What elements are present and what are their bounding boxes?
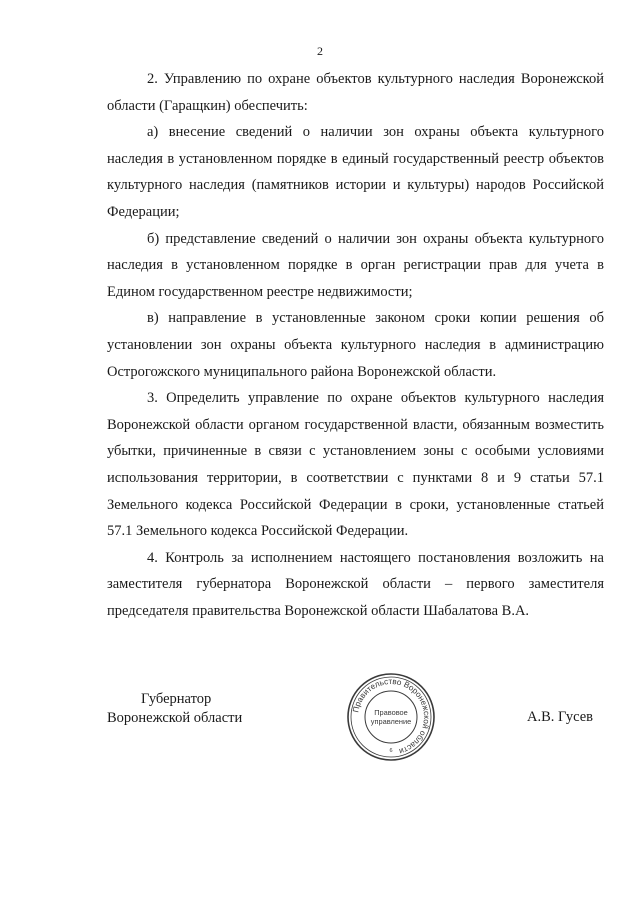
signatory-region: Воронежской области [107, 710, 243, 726]
seal-inner-text-line2: управление [370, 717, 412, 726]
seal-outer-text: Правительство Воронежской области [351, 676, 432, 756]
seal-number: 6 [389, 748, 393, 754]
official-seal-stamp [346, 672, 436, 762]
document-body [107, 66, 604, 624]
paragraph-subitem-v: в) направление в установленные законом сроки копии решения об установлении зон охраны объекта культурного наследия в администрацию Острогожского муниципального района Воронежской области. [107, 310, 604, 380]
signatory-position: Губернатор [141, 691, 212, 707]
paragraph-item-4: 4. Контроль за исполнением настоящего постановления возложить на заместителя губернатора Воронежской области – первого заместителя председателя правительства Воронежской области Шабалатова В.А. [107, 549, 604, 619]
paragraph-item-3: 3. Определить управление по охране объектов культурного наследия Воронежской области органом государственной власти, обязанным возместить убытки, причиненные в связи с установлением зоны с особыми условиями использования территории, в соответствии с пунктами 8 и 9 статьи 57.1 Земельного кодекса Российской Федерации в сроки, установленные статьей 57.1 Земельного кодекса Российской Федерации. [107, 390, 604, 540]
signatory-title [107, 690, 277, 728]
page-number: 2 [317, 44, 323, 58]
seal-inner-text-line1: Правовое [374, 708, 408, 717]
paragraph-subitem-b: б) представление сведений о наличии зон охраны объекта культурного наследия в установленном порядке в орган регистрации прав для учета в Едином государственном реестре недвижимости; [107, 230, 604, 300]
signatory-name: А.В. Гусев [527, 709, 593, 725]
paragraph-item-2: 2. Управлению по охране объектов культурного наследия Воронежской области (Гаращкин) обеспечить: [107, 71, 604, 114]
paragraph-subitem-a: а) внесение сведений о наличии зон охраны объекта культурного наследия в установленном порядке в единый государственный реестр объектов культурного наследия (памятников истории и культуры) народов Российской Федерации; [107, 124, 604, 220]
